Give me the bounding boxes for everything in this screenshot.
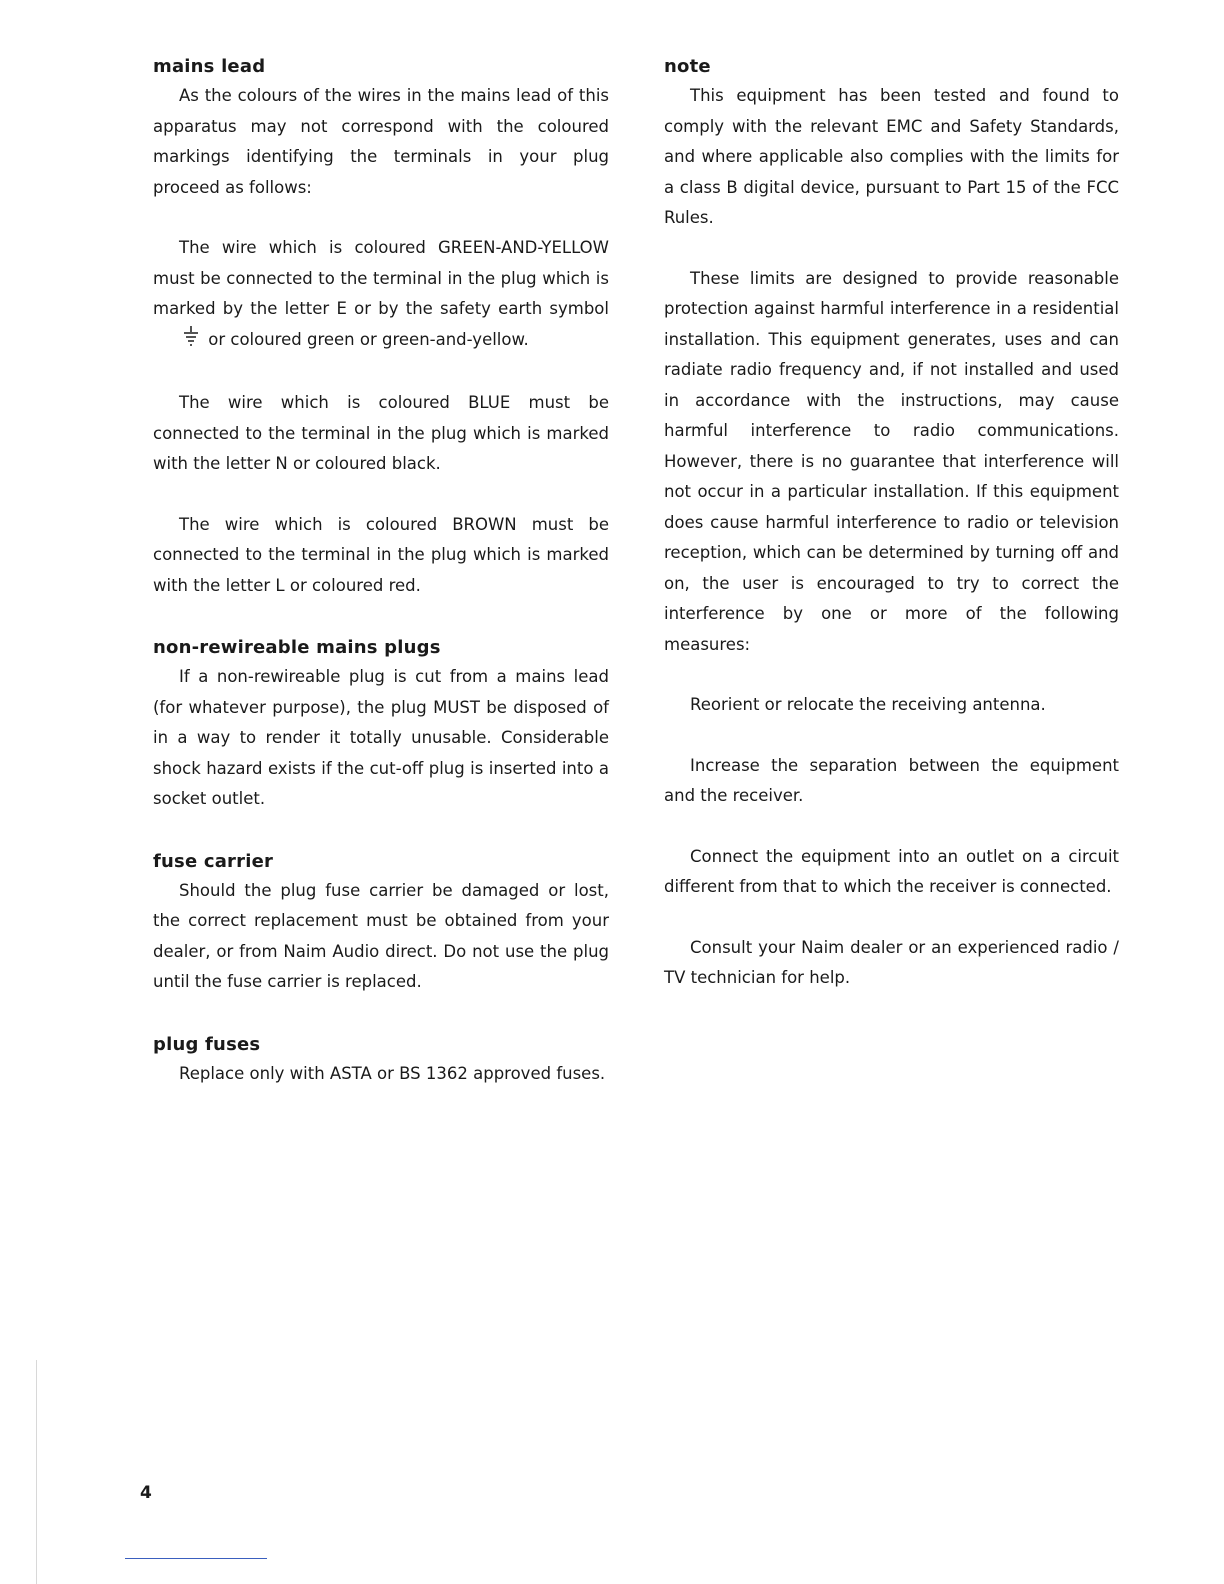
section-fuse-carrier [153,851,609,998]
section-note [664,56,1119,994]
mains-lead-brown: The wire which is coloured BROWN must be connected to the terminal in the plug which is marked with the letter L or coloured red. [153,514,609,595]
heading-fuse-carrier: fuse carrier [153,850,274,872]
non-rewireable-text: If a non-rewireable plug is cut from a mains lead (for whatever purpose), the plug MUST be disposed of in a way to render it totally unusable. Considerable shock hazard exists if the cut-off plug is inserted into a socket outlet. [153,667,609,808]
green-yellow-text: The wire which is coloured GREEN-AND-YELLOW must be connected to the terminal in the plug which is marked by the letter E or by the safety earth symbol [153,238,609,318]
section-mains-lead [153,56,609,601]
left-column [153,56,609,1089]
mains-lead-intro: As the colours of the wires in the mains lead of this apparatus may not correspond with the coloured markings identifying the terminals in your plug proceed as follows: [153,86,609,197]
measure-separation: Increase the separation between the equipment and the receiver. [664,755,1119,805]
mains-lead-blue: The wire which is coloured BLUE must be connected to the terminal in the plug which is marked with the letter N or coloured black. [153,393,609,473]
section-non-rewireable [153,637,609,815]
heading-note: note [664,56,711,77]
note-limits: These limits are designed to provide reasonable protection against harmful interference in a residential installation. This equipment generates, uses and can radiate radio frequency and, if not installed and used in accordance with the instructions, may cause harmful interference to radio communications. However, there is no guarantee that interference will not occur in a particular installation. If this equipment does cause harmful interference to radio or television reception, which can be determined by turning off and on, the user is encouraged to try to correct the interference by one or more of the following measures: [664,268,1119,654]
right-column [664,56,1119,994]
heading-mains-lead: mains lead [153,56,266,77]
heading-plug-fuses: plug fuses [153,1033,261,1055]
note-compliance: This equipment has been tested and found to comply with the relevant EMC and Safety Standards, and where applicable also complies with the limits for a class B digital device, pursuant to Part 15 of the FCC Rules. [664,86,1119,227]
plug-fuses-text: Replace only with ASTA or BS 1362 approved fuses. [179,1063,606,1083]
section-plug-fuses [153,1034,609,1090]
heading-non-rewireable: non-rewireable mains plugs [153,637,441,658]
measure-outlet: Connect the equipment into an outlet on a circuit different from that to which the receiver is connected. [664,846,1119,896]
safety-earth-icon [157,326,199,359]
measure-reorient: Reorient or relocate the receiving antenna. [690,695,1046,714]
page-number: 4 [140,1483,152,1503]
green-yellow-tail: or coloured green or green-and-yellow. [208,329,529,349]
mains-lead-green-yellow [153,233,609,358]
measure-consult: Consult your Naim dealer or an experienced radio / TV technician for help. [664,937,1119,987]
fuse-carrier-text: Should the plug fuse carrier be damaged or lost, the correct replacement must be obtained from your dealer, or from Naim Audio direct. Do not use the plug until the fuse carrier is replaced. [153,880,609,991]
footer-rule [125,1558,267,1559]
scan-edge-line [36,1360,37,1584]
